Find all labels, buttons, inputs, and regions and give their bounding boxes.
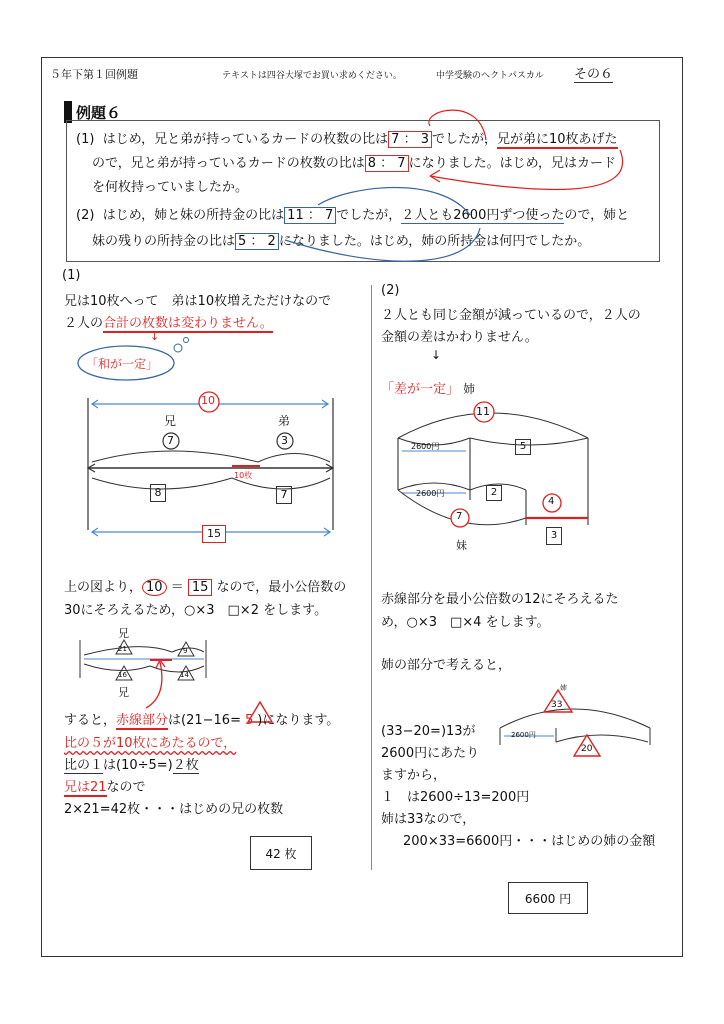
ratio-11: 11 <box>476 405 490 418</box>
transfer-10: 10枚 <box>234 471 253 480</box>
left-line9: 2×21=42枚・・・はじめの兄の枚数 <box>64 802 284 817</box>
transfer-condition: 兄が弟に10枚あげた <box>497 132 618 147</box>
yen-2600-2: 2600円 <box>416 489 445 498</box>
ani-label: 兄 <box>164 414 177 428</box>
spend-condition: ２人とも2600円ずつ使った <box>401 208 565 223</box>
right-line8: 2600円にあたり <box>381 746 480 761</box>
left-label: (1) <box>62 268 81 283</box>
brand-name: 中学受験のヘクトパスカル <box>436 71 544 81</box>
left-line2: ２人の合計の枚数は変わりません。 <box>64 316 273 331</box>
example-title: 例題６ <box>76 104 122 122</box>
left-arrow: ↓ <box>150 330 160 343</box>
problem1-line1: (1) はじめ，兄と弟が持っているカードの枚数の比は 7 ： 3 でしたが，兄が弟に10枚あげた <box>76 132 618 147</box>
left-line5: すると，赤線部分は(21−16= 5 )になります。 <box>64 713 340 728</box>
tri-9: 9 <box>183 647 188 655</box>
right-arrow: ↓ <box>431 348 442 362</box>
diag2-bottom-label: 兄 <box>118 686 129 699</box>
ane-small-label: 姉 <box>560 684 567 692</box>
right-line9: ますから， <box>381 768 447 783</box>
part-label: その６ <box>574 63 613 83</box>
box-3: 3 <box>546 527 562 545</box>
left-line3: 上の図より， 10 ＝ 15 なので，最小公倍数の <box>64 580 347 595</box>
diag2-top-label: 兄 <box>118 627 129 640</box>
problem2-line2: 妹の残りの所持金の比は 5 ： 2 になりました。はじめ，姉の所持金は何円でしたか。 <box>92 234 591 249</box>
right-line11: 姉は33なので， <box>381 812 476 827</box>
tri-20: 20 <box>581 744 593 754</box>
right-line6: 姉の部分で考えると， <box>381 658 512 673</box>
purchase-note: テキストは四谷大塚でお買い求めください。 <box>222 71 402 81</box>
ratio-7-3: 7 ： 3 <box>388 131 432 148</box>
left-line7: 比の１は(10÷5=)２枚 <box>64 758 199 773</box>
course-title: ５年下第１回例題 <box>50 68 138 81</box>
left-line8: 兄は21なので <box>64 780 146 795</box>
sum-constant-cloud: 「和が一定」 <box>86 357 159 371</box>
left-line6: 比の５が10枚にあたるので， <box>64 736 237 751</box>
right-label: (2) <box>381 283 400 298</box>
right-line2: 金額の差はかわりません。 <box>381 330 538 345</box>
right-line1: ２人とも同じ金額が減っているので，２人の <box>381 308 641 323</box>
problem1-line2: ので，兄と弟が持っているカードの枚数の比は 8 ： 7 になりました。はじめ，兄はカード <box>92 156 617 171</box>
tri-14: 14 <box>180 671 189 679</box>
ani-ratio: 7 <box>167 434 174 447</box>
yen-2600-1: 2600円 <box>411 442 440 451</box>
left-line1: 兄は10枚へって 弟は10枚増えただけなので <box>64 294 332 309</box>
tri-16: 16 <box>118 671 127 679</box>
box-15: 15 <box>202 525 226 543</box>
otouto-label: 弟 <box>278 414 291 428</box>
right-line4: 赤線部分を最小公倍数の12にそろえるた <box>381 592 619 607</box>
ratio-7: 7 <box>456 511 463 522</box>
right-line3: 「差が一定」 姉 <box>381 382 476 397</box>
problem1-line3: を何枚持っていましたか。 <box>92 180 249 195</box>
tri-21: 21 <box>118 645 127 653</box>
otouto-ratio: 3 <box>281 434 288 447</box>
ratio-8-7: 8 ： 7 <box>365 155 409 172</box>
box-8: 8 <box>150 484 166 502</box>
tri-33: 33 <box>551 700 563 710</box>
right-line5: め，○×3 □×4 をします。 <box>381 615 550 630</box>
ratio-5-2: 5 ： 2 <box>235 233 279 250</box>
ratio-4: 4 <box>548 496 555 507</box>
imouto-label: 妹 <box>456 539 467 552</box>
answer-1-box: 42 枚 <box>250 836 312 870</box>
box-2: 2 <box>486 485 502 501</box>
box-7: 7 <box>276 486 292 504</box>
right-line12: 200×33=6600円・・・はじめの姉の金額 <box>403 834 656 849</box>
total-10: 10 <box>201 394 215 407</box>
yen-2600-3: 2600円 <box>511 731 536 739</box>
ratio-11-7: 11 ： 7 <box>284 207 336 224</box>
problem2-line1: (2) はじめ，姉と妹の所持金の比は 11 ： 7 でしたが，２人とも2600円ずつ使ったので，姉と <box>76 208 630 223</box>
box-5: 5 <box>515 439 531 455</box>
answer-2-box: 6600 円 <box>508 882 588 914</box>
right-line10: １ は2600÷13=200円 <box>381 790 530 805</box>
left-line4: 30にそろえるため，○×3 □×2 をします。 <box>64 603 328 618</box>
right-line7: (33−20=)13が <box>381 724 476 739</box>
